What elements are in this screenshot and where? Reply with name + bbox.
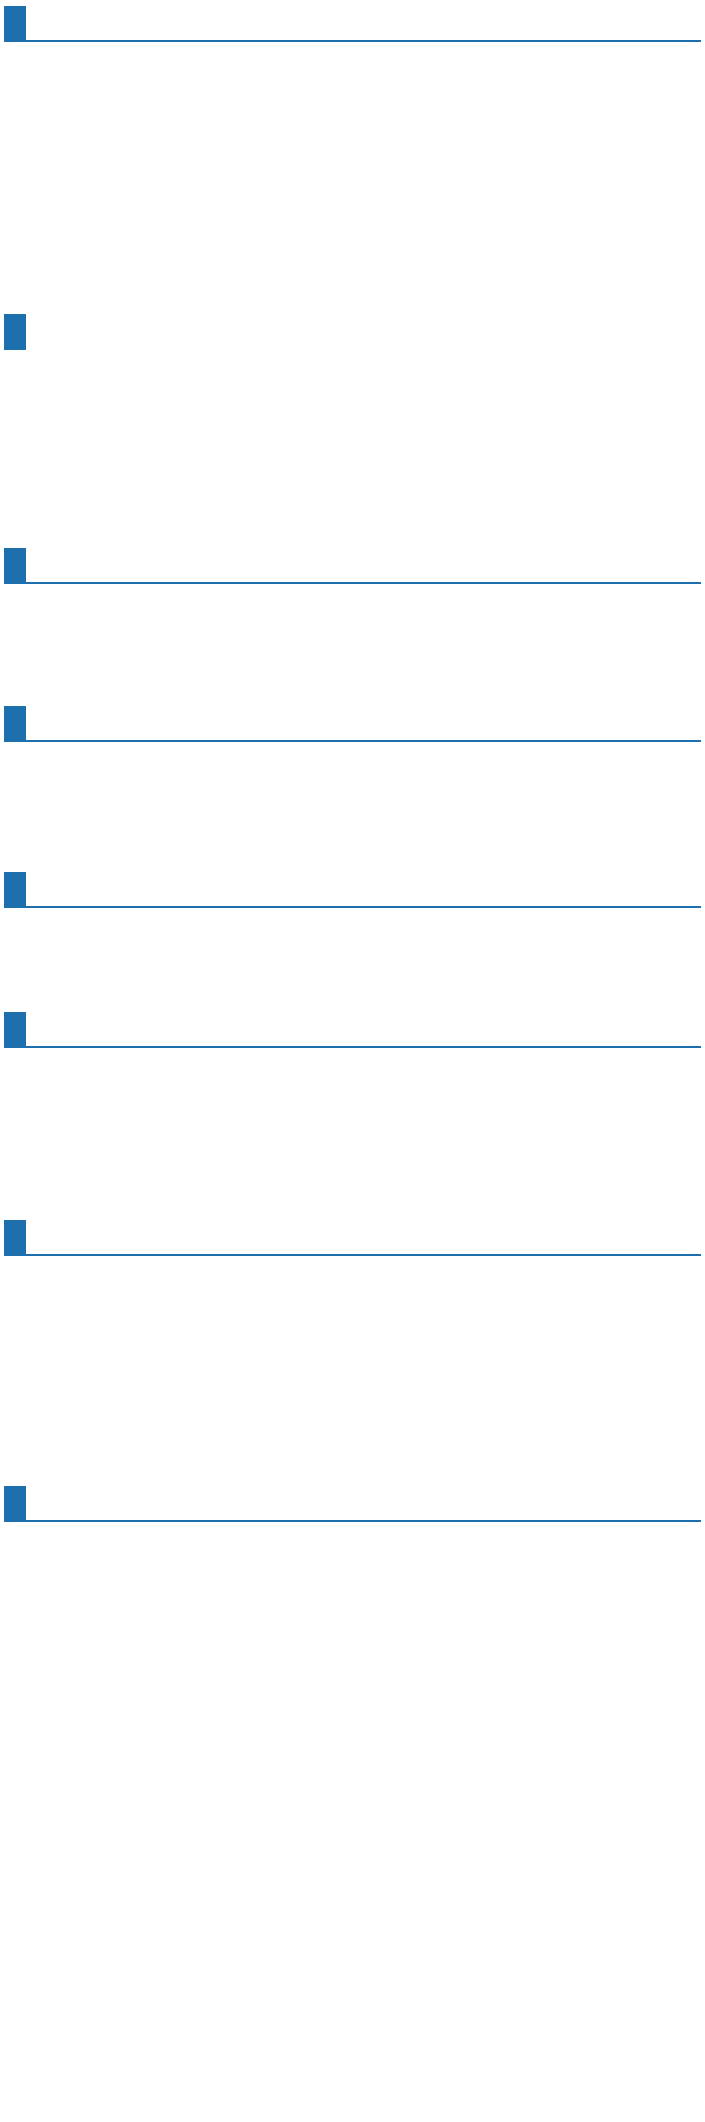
header-rule (4, 740, 701, 742)
section-header (0, 1012, 705, 1048)
section-electrical (0, 314, 705, 384)
header-rule (4, 582, 701, 584)
section-title (4, 548, 26, 584)
section-header (0, 314, 705, 350)
section-header (0, 1486, 705, 1522)
section-title (4, 706, 26, 742)
section-header (0, 1220, 705, 1256)
header-rule (4, 906, 701, 908)
header-rule (4, 1254, 701, 1256)
section-insulation (0, 706, 705, 762)
section-installation (0, 1012, 705, 1068)
header-rule (4, 1046, 701, 1048)
spacer (0, 1542, 705, 1567)
section-mechanical (0, 6, 705, 72)
section-title (4, 1486, 26, 1522)
section-troubleshooting (0, 1220, 705, 1272)
section-header (0, 872, 705, 908)
section-title (4, 6, 26, 42)
header-rule (4, 40, 701, 42)
section-header (0, 706, 705, 742)
section-title (4, 1220, 26, 1256)
section-title (4, 1012, 26, 1048)
section-title (4, 872, 26, 908)
section-body (0, 1542, 705, 1567)
section-header (0, 548, 705, 584)
section-function (0, 548, 705, 598)
section-electrical-life (0, 872, 705, 934)
header-rule (4, 1520, 701, 1522)
section-title (4, 314, 26, 350)
section-header (0, 6, 705, 42)
section-maintenance (0, 1486, 705, 1567)
